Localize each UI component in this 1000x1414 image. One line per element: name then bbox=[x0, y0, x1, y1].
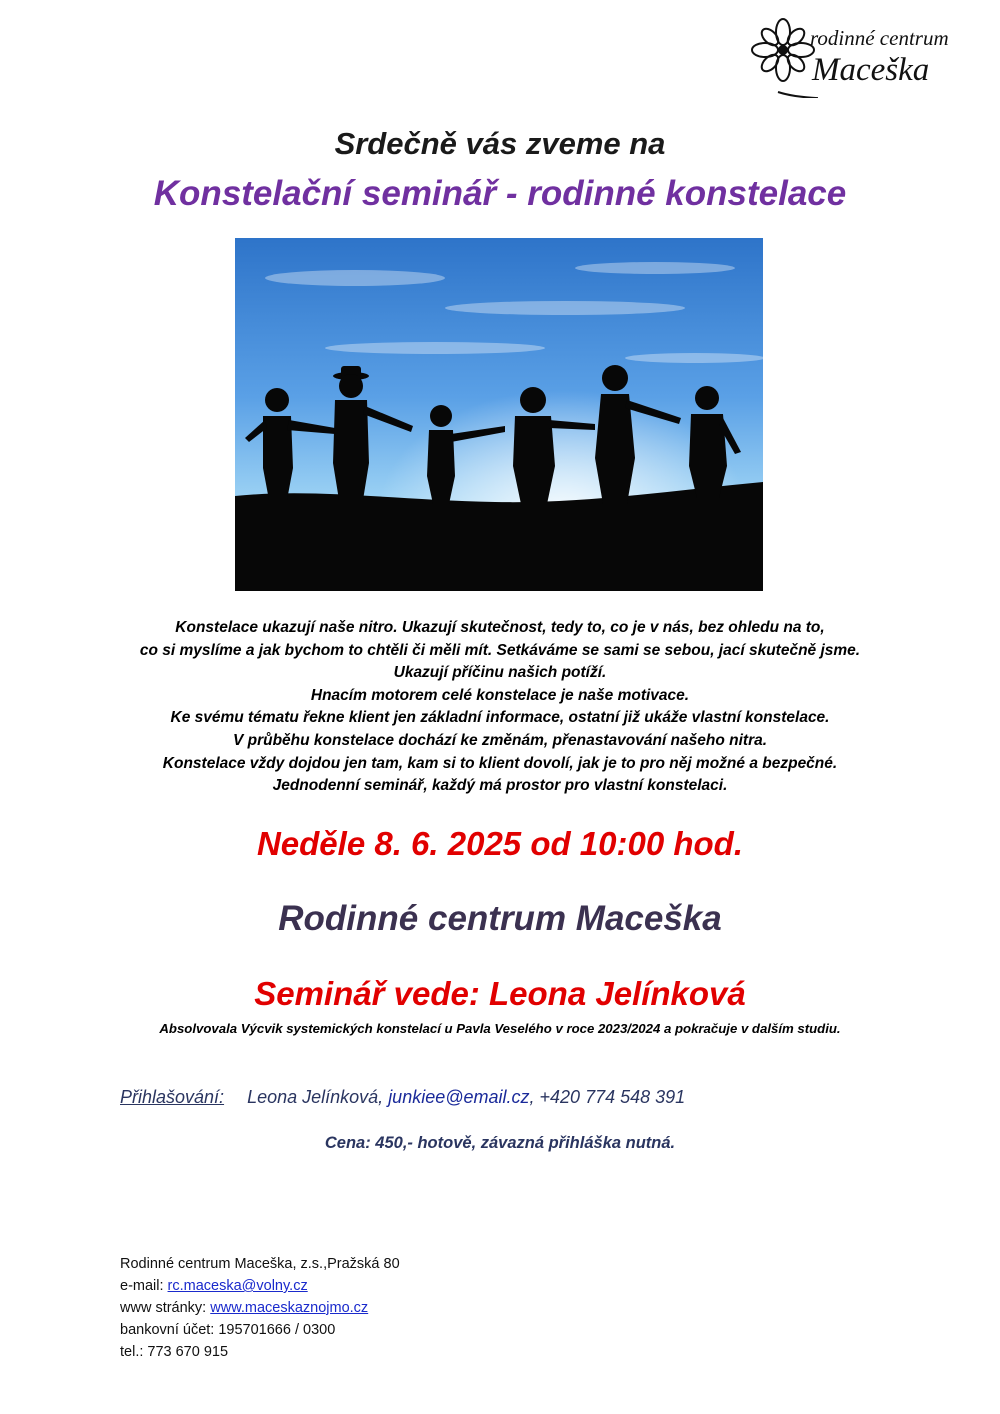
leader-note: Absolvovala Výcvik systemických konstelací u Pavla Veselého v roce 2023/2024 a pokračuje v dalším studiu. bbox=[159, 1021, 841, 1036]
footer-phone: tel.: 773 670 915 bbox=[120, 1344, 229, 1360]
description-line: Ke svému tématu řekne klient jen základní informace, ostatní již ukáže vlastní konstelace. bbox=[170, 709, 830, 727]
registration-label: Přihlašování: bbox=[120, 1087, 225, 1107]
description bbox=[0, 617, 1000, 798]
registration-email-link[interactable]: junkiee@email.cz bbox=[388, 1087, 530, 1107]
registration-name: Leona Jelínková, bbox=[247, 1087, 389, 1107]
logo bbox=[748, 18, 958, 108]
description-line: Konstelace vždy dojdou jen tam, kam si to klient dovolí, jak je to pro něj možné a bezpečné. bbox=[162, 754, 838, 772]
seminar-leader: Seminář vede: Leona Jelínková bbox=[254, 975, 746, 1012]
logo-line-2: Maceška bbox=[812, 52, 930, 88]
logo-line-1: rodinné centrum bbox=[810, 26, 949, 50]
description-line: Hnacím motorem celé konstelace je naše motivace. bbox=[310, 686, 690, 704]
registration-phone: , +420 774 548 391 bbox=[529, 1087, 686, 1107]
footer-web-label: www stránky: bbox=[120, 1300, 211, 1316]
footer-email-row bbox=[120, 1275, 400, 1297]
footer-email-label: e-mail: bbox=[120, 1278, 168, 1294]
footer-address: Rodinné centrum Maceška, z.s.,Pražská 80 bbox=[120, 1256, 400, 1272]
event-date: Neděle 8. 6. 2025 od 10:00 hod. bbox=[256, 825, 744, 862]
silhouettes-photo bbox=[235, 238, 763, 591]
invite-heading: Srdečně vás zveme na bbox=[334, 126, 666, 161]
description-line: V průběhu konstelace dochází ke změnám, přenastavování našeho nitra. bbox=[232, 731, 768, 749]
event-venue: Rodinné centrum Maceška bbox=[278, 899, 722, 938]
price: Cena: 450,- hotově, závazná přihláška nutná. bbox=[324, 1134, 676, 1152]
event-title: Konstelační seminář - rodinné konstelace bbox=[153, 174, 847, 213]
description-line: Ukazují příčinu našich potíží. bbox=[393, 664, 607, 682]
registration bbox=[120, 1087, 685, 1108]
footer-account: bankovní účet: 195701666 / 0300 bbox=[120, 1322, 336, 1338]
flower-icon bbox=[748, 18, 818, 98]
description-line: co si myslíme a jak bychom to chtěli či měli mít. Setkáváme se sami se sebou, jací skutečně jsme. bbox=[139, 641, 861, 659]
footer-web-row bbox=[120, 1297, 400, 1319]
description-line: Konstelace ukazují naše nitro. Ukazují skutečnost, tedy to, co je v nás, bez ohledu na to, bbox=[175, 619, 825, 636]
footer-web-link[interactable]: www.maceskaznojmo.cz bbox=[210, 1300, 369, 1316]
footer-email-link[interactable]: rc.maceska@volny.cz bbox=[167, 1278, 308, 1294]
footer-contacts bbox=[120, 1253, 400, 1363]
description-line: Jednodenní seminář, každý má prostor pro vlastní konstelaci. bbox=[272, 777, 728, 795]
